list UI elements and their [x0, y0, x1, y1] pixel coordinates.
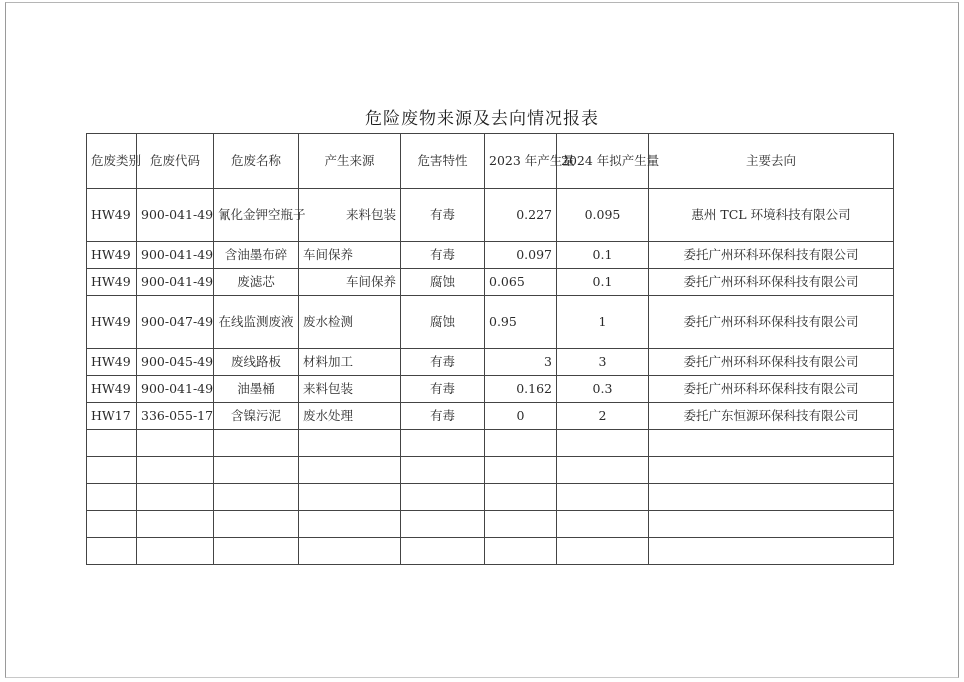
empty-cell	[137, 511, 214, 538]
header-category: 危废类别	[87, 134, 137, 189]
cell-name: 含镍污泥	[214, 403, 299, 430]
empty-cell	[214, 538, 299, 565]
cell-source: 来料包装	[299, 189, 401, 242]
empty-cell	[401, 538, 485, 565]
cell-output-2024: 0.1	[557, 269, 649, 296]
header-code: 危废代码	[137, 134, 214, 189]
cell-output-2024: 0.095	[557, 189, 649, 242]
empty-cell	[557, 538, 649, 565]
cell-code: 900-041-49	[137, 269, 214, 296]
empty-cell	[401, 457, 485, 484]
header-row	[87, 134, 894, 189]
empty-cell	[401, 484, 485, 511]
cell-name: 废线路板	[214, 349, 299, 376]
empty-cell	[485, 457, 557, 484]
empty-cell	[87, 538, 137, 565]
cell-code: 900-041-49	[137, 189, 214, 242]
empty-row	[87, 511, 894, 538]
empty-cell	[649, 430, 894, 457]
empty-cell	[401, 430, 485, 457]
empty-cell	[299, 484, 401, 511]
empty-cell	[214, 430, 299, 457]
cell-code: 900-045-49	[137, 349, 214, 376]
cell-output-2024: 3	[557, 349, 649, 376]
cell-source: 材料加工	[299, 349, 401, 376]
waste-report-table	[86, 133, 894, 565]
cell-hazard: 有毒	[401, 189, 485, 242]
cell-source: 车间保养	[299, 269, 401, 296]
cell-destination: 委托广州环科环保科技有限公司	[649, 242, 894, 269]
table-row	[87, 376, 894, 403]
cell-name: 废滤芯	[214, 269, 299, 296]
empty-cell	[485, 538, 557, 565]
empty-cell	[649, 511, 894, 538]
cell-output-2024: 1	[557, 296, 649, 349]
cell-category: HW49	[87, 376, 137, 403]
empty-cell	[214, 484, 299, 511]
cell-output-2023: 0	[485, 403, 557, 430]
empty-cell	[485, 511, 557, 538]
cell-output-2024: 0.3	[557, 376, 649, 403]
empty-cell	[299, 511, 401, 538]
cell-category: HW49	[87, 242, 137, 269]
empty-cell	[87, 457, 137, 484]
cell-hazard: 腐蚀	[401, 269, 485, 296]
cell-output-2023: 0.065	[485, 269, 557, 296]
cell-output-2024: 0.1	[557, 242, 649, 269]
empty-cell	[485, 430, 557, 457]
empty-cell	[87, 430, 137, 457]
empty-cell	[557, 511, 649, 538]
cell-category: HW49	[87, 349, 137, 376]
cell-destination: 委托广州环科环保科技有限公司	[649, 269, 894, 296]
cell-destination: 惠州 TCL 环境科技有限公司	[649, 189, 894, 242]
empty-cell	[299, 457, 401, 484]
empty-row	[87, 538, 894, 565]
cell-source: 车间保养	[299, 242, 401, 269]
empty-cell	[214, 457, 299, 484]
cell-output-2023: 0.95	[485, 296, 557, 349]
empty-row	[87, 430, 894, 457]
empty-cell	[87, 484, 137, 511]
cell-source: 废水检测	[299, 296, 401, 349]
header-name: 危废名称	[214, 134, 299, 189]
empty-row	[87, 484, 894, 511]
table-row	[87, 242, 894, 269]
report-title: 危险废物来源及去向情况报表	[365, 109, 599, 129]
cell-category: HW17	[87, 403, 137, 430]
header-hazard: 危害特性	[401, 134, 485, 189]
cell-output-2023: 0.227	[485, 189, 557, 242]
empty-cell	[299, 538, 401, 565]
cell-code: 336-055-17	[137, 403, 214, 430]
table-row	[87, 349, 894, 376]
header-source: 产生来源	[299, 134, 401, 189]
header-destination: 主要去向	[649, 134, 894, 189]
header-output-2023: 2023 年产生量	[485, 134, 557, 189]
empty-cell	[649, 484, 894, 511]
cell-output-2023: 3	[485, 349, 557, 376]
cell-output-2024: 2	[557, 403, 649, 430]
table-row	[87, 296, 894, 349]
cell-code: 900-041-49	[137, 242, 214, 269]
cell-destination: 委托广州环科环保科技有限公司	[649, 296, 894, 349]
cell-output-2023: 0.162	[485, 376, 557, 403]
empty-cell	[401, 511, 485, 538]
cell-hazard: 腐蚀	[401, 296, 485, 349]
cell-source: 废水处理	[299, 403, 401, 430]
cell-category: HW49	[87, 269, 137, 296]
empty-cell	[649, 538, 894, 565]
cell-name: 含油墨布碎	[214, 242, 299, 269]
empty-cell	[299, 430, 401, 457]
empty-cell	[87, 511, 137, 538]
empty-cell	[137, 457, 214, 484]
cell-name: 在线监测废液	[214, 296, 299, 349]
cell-name: 油墨桶	[214, 376, 299, 403]
cell-category: HW49	[87, 296, 137, 349]
table-row	[87, 269, 894, 296]
empty-cell	[214, 511, 299, 538]
empty-cell	[137, 538, 214, 565]
empty-cell	[557, 484, 649, 511]
header-output-2024: 2024 年拟产生量	[557, 134, 649, 189]
empty-cell	[485, 484, 557, 511]
empty-cell	[649, 457, 894, 484]
empty-row	[87, 457, 894, 484]
table-row	[87, 403, 894, 430]
cell-code: 900-041-49	[137, 376, 214, 403]
cell-hazard: 有毒	[401, 376, 485, 403]
cell-category: HW49	[87, 189, 137, 242]
cell-code: 900-047-49	[137, 296, 214, 349]
cell-destination: 委托广州环科环保科技有限公司	[649, 349, 894, 376]
empty-cell	[557, 457, 649, 484]
cell-hazard: 有毒	[401, 349, 485, 376]
table-row	[87, 189, 894, 242]
cell-hazard: 有毒	[401, 242, 485, 269]
cell-destination: 委托广东恒源环保科技有限公司	[649, 403, 894, 430]
cell-output-2023: 0.097	[485, 242, 557, 269]
cell-name: 氰化金钾空瓶子	[214, 189, 299, 242]
empty-cell	[557, 430, 649, 457]
cell-hazard: 有毒	[401, 403, 485, 430]
empty-cell	[137, 430, 214, 457]
cell-destination: 委托广州环科环保科技有限公司	[649, 376, 894, 403]
empty-cell	[137, 484, 214, 511]
cell-source: 来料包装	[299, 376, 401, 403]
